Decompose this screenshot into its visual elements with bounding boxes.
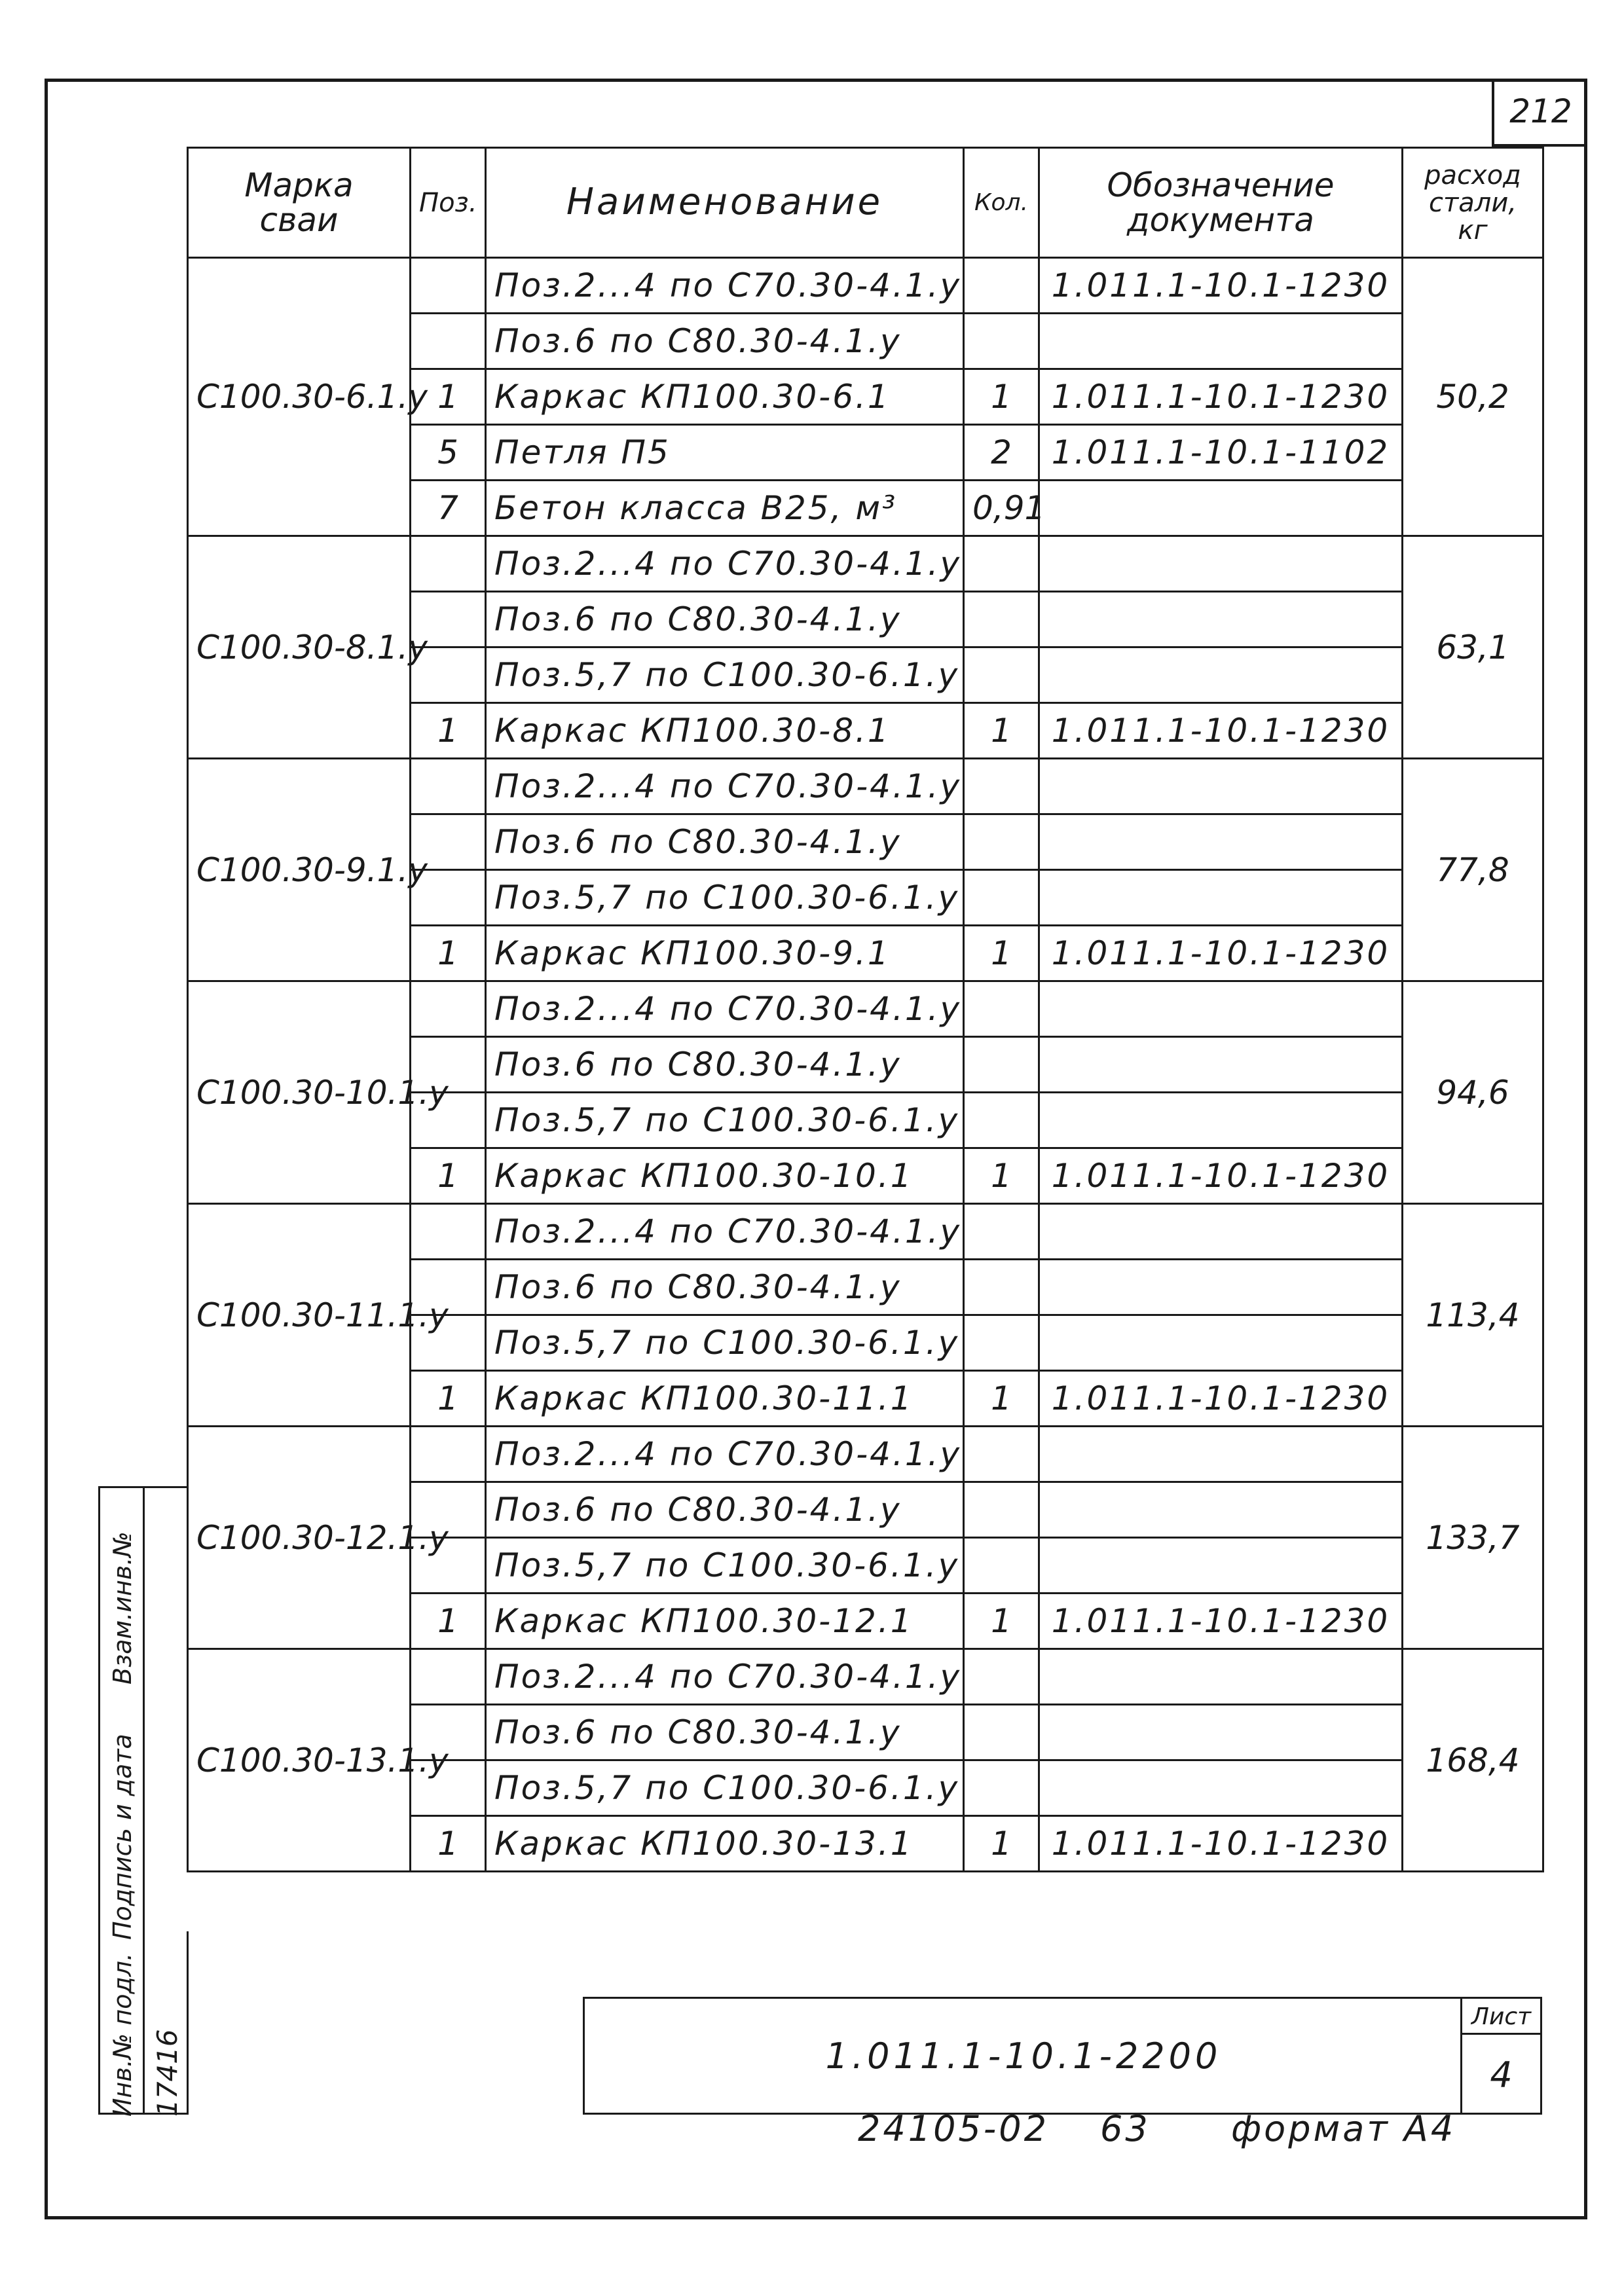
doc-cell [1039, 1649, 1403, 1705]
pos-cell: 7 [411, 481, 486, 536]
pile-mark-cell: С100.30-12.1.у [188, 1427, 411, 1649]
pos-cell: 5 [411, 425, 486, 481]
steel-consumption-cell: 168,4 [1403, 1649, 1543, 1872]
doc-cell [1039, 1037, 1403, 1093]
table-row [188, 536, 1543, 592]
pos-cell: 1 [411, 703, 486, 759]
qty-cell [964, 1760, 1039, 1816]
table-row [188, 258, 1543, 314]
doc-cell [1039, 870, 1403, 926]
name-cell: Поз.6 по С80.30-4.1.у [486, 814, 964, 870]
doc-cell [1039, 1705, 1403, 1760]
doc-cell: 1.011.1-10.1-1230 [1039, 1816, 1403, 1872]
steel-consumption-cell: 113,4 [1403, 1204, 1543, 1427]
steel-consumption-cell: 50,2 [1403, 258, 1543, 536]
qty-cell: 1 [964, 1816, 1039, 1872]
qty-cell [964, 1315, 1039, 1371]
header-doc: Обозначение документа [1039, 148, 1403, 258]
pos-cell: 1 [411, 1371, 486, 1427]
doc-cell [1039, 1482, 1403, 1538]
name-cell: Поз.2...4 по С70.30-4.1.у [486, 759, 964, 814]
table-row [188, 981, 1543, 1037]
pile-mark-cell: С100.30-6.1.у [188, 258, 411, 536]
qty-cell [964, 1204, 1039, 1260]
pile-mark-cell: С100.30-10.1.у [188, 981, 411, 1204]
replace-inv-label: Взам.инв.№ [108, 1531, 137, 1685]
pos-cell [411, 536, 486, 592]
name-cell: Поз.2...4 по С70.30-4.1.у [486, 258, 964, 314]
format-label: формат А4 [1231, 2108, 1456, 2149]
header-mark: Марка сваи [188, 148, 411, 258]
doc-cell [1039, 1538, 1403, 1594]
qty-cell [964, 1649, 1039, 1705]
doc-cell: 1.011.1-10.1-1230 [1039, 1148, 1403, 1204]
pile-mark-cell: С100.30-13.1.у [188, 1649, 411, 1872]
pos-cell: 1 [411, 926, 486, 981]
pos-cell [411, 1204, 486, 1260]
name-cell: Поз.6 по С80.30-4.1.у [486, 314, 964, 369]
doc-cell [1039, 1204, 1403, 1260]
qty-cell [964, 1427, 1039, 1482]
name-cell: Поз.6 по С80.30-4.1.у [486, 592, 964, 647]
doc-cell [1039, 1760, 1403, 1816]
table-row [188, 1204, 1543, 1260]
specification-table [187, 147, 1544, 1872]
qty-cell [964, 536, 1039, 592]
sheet-number: 4 [1490, 2054, 1513, 2096]
name-cell: Каркас КП100.30-8.1 [486, 703, 964, 759]
qty-cell [964, 1705, 1039, 1760]
steel-consumption-cell: 77,8 [1403, 759, 1543, 981]
table-row [188, 1649, 1543, 1705]
order-number: 24105-02 [858, 2108, 1049, 2149]
qty-cell [964, 647, 1039, 703]
qty-cell [964, 258, 1039, 314]
pos-cell [411, 1427, 486, 1482]
pos-cell [411, 1649, 486, 1705]
name-cell: Петля П5 [486, 425, 964, 481]
name-cell: Поз.2...4 по С70.30-4.1.у [486, 1649, 964, 1705]
pos-cell: 1 [411, 1148, 486, 1204]
sheet-cell [1460, 1999, 1540, 2113]
qty-cell [964, 1538, 1039, 1594]
steel-consumption-cell: 133,7 [1403, 1427, 1543, 1649]
name-cell: Каркас КП100.30-10.1 [486, 1148, 964, 1204]
name-cell: Поз.6 по С80.30-4.1.у [486, 1260, 964, 1315]
pile-mark-cell: С100.30-8.1.у [188, 536, 411, 759]
header-pos: Поз. [411, 148, 486, 258]
doc-cell [1039, 981, 1403, 1037]
qty-cell: 1 [964, 703, 1039, 759]
qty-cell: 1 [964, 1594, 1039, 1649]
name-cell: Каркас КП100.30-6.1 [486, 369, 964, 425]
inv-no-value: 17416 [151, 2029, 183, 2117]
header-name: Наименование [486, 148, 964, 258]
doc-cell [1039, 536, 1403, 592]
qty-cell [964, 592, 1039, 647]
copy-number: 63 [1100, 2108, 1151, 2149]
name-cell: Поз.2...4 по С70.30-4.1.у [486, 981, 964, 1037]
page-number: 212 [1492, 79, 1587, 147]
doc-cell [1039, 647, 1403, 703]
name-cell: Каркас КП100.30-13.1 [486, 1816, 964, 1872]
qty-cell: 1 [964, 1371, 1039, 1427]
name-cell: Каркас КП100.30-11.1 [486, 1371, 964, 1427]
name-cell: Поз.6 по С80.30-4.1.у [486, 1037, 964, 1093]
steel-consumption-cell: 63,1 [1403, 536, 1543, 759]
qty-cell: 1 [964, 926, 1039, 981]
doc-cell: 1.011.1-10.1-1230 [1039, 703, 1403, 759]
pile-mark-cell: С100.30-9.1.у [188, 759, 411, 981]
doc-cell: 1.011.1-10.1-1230 [1039, 1371, 1403, 1427]
qty-cell [964, 1093, 1039, 1148]
doc-cell [1039, 314, 1403, 369]
qty-cell: 2 [964, 425, 1039, 481]
name-cell: Поз.5,7 по С100.30-6.1.у [486, 1538, 964, 1594]
name-cell: Поз.5,7 по С100.30-6.1.у [486, 1093, 964, 1148]
pos-cell: 1 [411, 1594, 486, 1649]
doc-cell: 1.011.1-10.1-1230 [1039, 258, 1403, 314]
doc-cell [1039, 1093, 1403, 1148]
doc-cell [1039, 814, 1403, 870]
name-cell: Поз.6 по С80.30-4.1.у [486, 1705, 964, 1760]
name-cell: Каркас КП100.30-9.1 [486, 926, 964, 981]
pos-cell [411, 759, 486, 814]
pile-mark-cell: С100.30-11.1.у [188, 1204, 411, 1427]
qty-cell [964, 1482, 1039, 1538]
doc-cell [1039, 1315, 1403, 1371]
name-cell: Поз.2...4 по С70.30-4.1.у [486, 536, 964, 592]
header-qty: Кол. [964, 148, 1039, 258]
name-cell: Бетон класса В25, м³ [486, 481, 964, 536]
qty-cell [964, 870, 1039, 926]
pos-cell [411, 258, 486, 314]
doc-cell [1039, 759, 1403, 814]
name-cell: Поз.5,7 по С100.30-6.1.у [486, 647, 964, 703]
pos-cell: 1 [411, 369, 486, 425]
doc-cell: 1.011.1-10.1-1230 [1039, 1594, 1403, 1649]
name-cell: Поз.5,7 по С100.30-6.1.у [486, 1315, 964, 1371]
name-cell: Поз.2...4 по С70.30-4.1.у [486, 1427, 964, 1482]
doc-cell: 1.011.1-10.1-1230 [1039, 369, 1403, 425]
qty-cell [964, 814, 1039, 870]
qty-cell: 0,91 [964, 481, 1039, 536]
sign-date-label: Подпись и дата [108, 1734, 137, 1940]
pos-cell [411, 314, 486, 369]
qty-cell [964, 314, 1039, 369]
side-stamp [98, 1486, 187, 2115]
table-header-row [188, 148, 1543, 258]
name-cell: Поз.5,7 по С100.30-6.1.у [486, 1760, 964, 1816]
name-cell: Поз.5,7 по С100.30-6.1.у [486, 870, 964, 926]
qty-cell: 1 [964, 369, 1039, 425]
header-steel: расход стали, кг [1403, 148, 1543, 258]
doc-cell [1039, 592, 1403, 647]
name-cell: Каркас КП100.30-12.1 [486, 1594, 964, 1649]
sheet-label: Лист [1462, 1999, 1540, 2035]
doc-cell: 1.011.1-10.1-1230 [1039, 926, 1403, 981]
doc-cell [1039, 1260, 1403, 1315]
table-row [188, 759, 1543, 814]
qty-cell [964, 1260, 1039, 1315]
name-cell: Поз.6 по С80.30-4.1.у [486, 1482, 964, 1538]
pos-cell: 1 [411, 1816, 486, 1872]
inv-no-label: Инв.№ подл. [108, 1952, 137, 2117]
steel-consumption-cell: 94,6 [1403, 981, 1543, 1204]
doc-cell [1039, 481, 1403, 536]
qty-cell: 1 [964, 1148, 1039, 1204]
document-code: 1.011.1-10.1-2200 [825, 2035, 1222, 2077]
name-cell: Поз.2...4 по С70.30-4.1.у [486, 1204, 964, 1260]
table-row [188, 1427, 1543, 1482]
qty-cell [964, 1037, 1039, 1093]
qty-cell [964, 759, 1039, 814]
doc-cell [1039, 1427, 1403, 1482]
pos-cell [411, 981, 486, 1037]
title-block [583, 1997, 1542, 2115]
qty-cell [964, 981, 1039, 1037]
doc-cell: 1.011.1-10.1-1102 [1039, 425, 1403, 481]
